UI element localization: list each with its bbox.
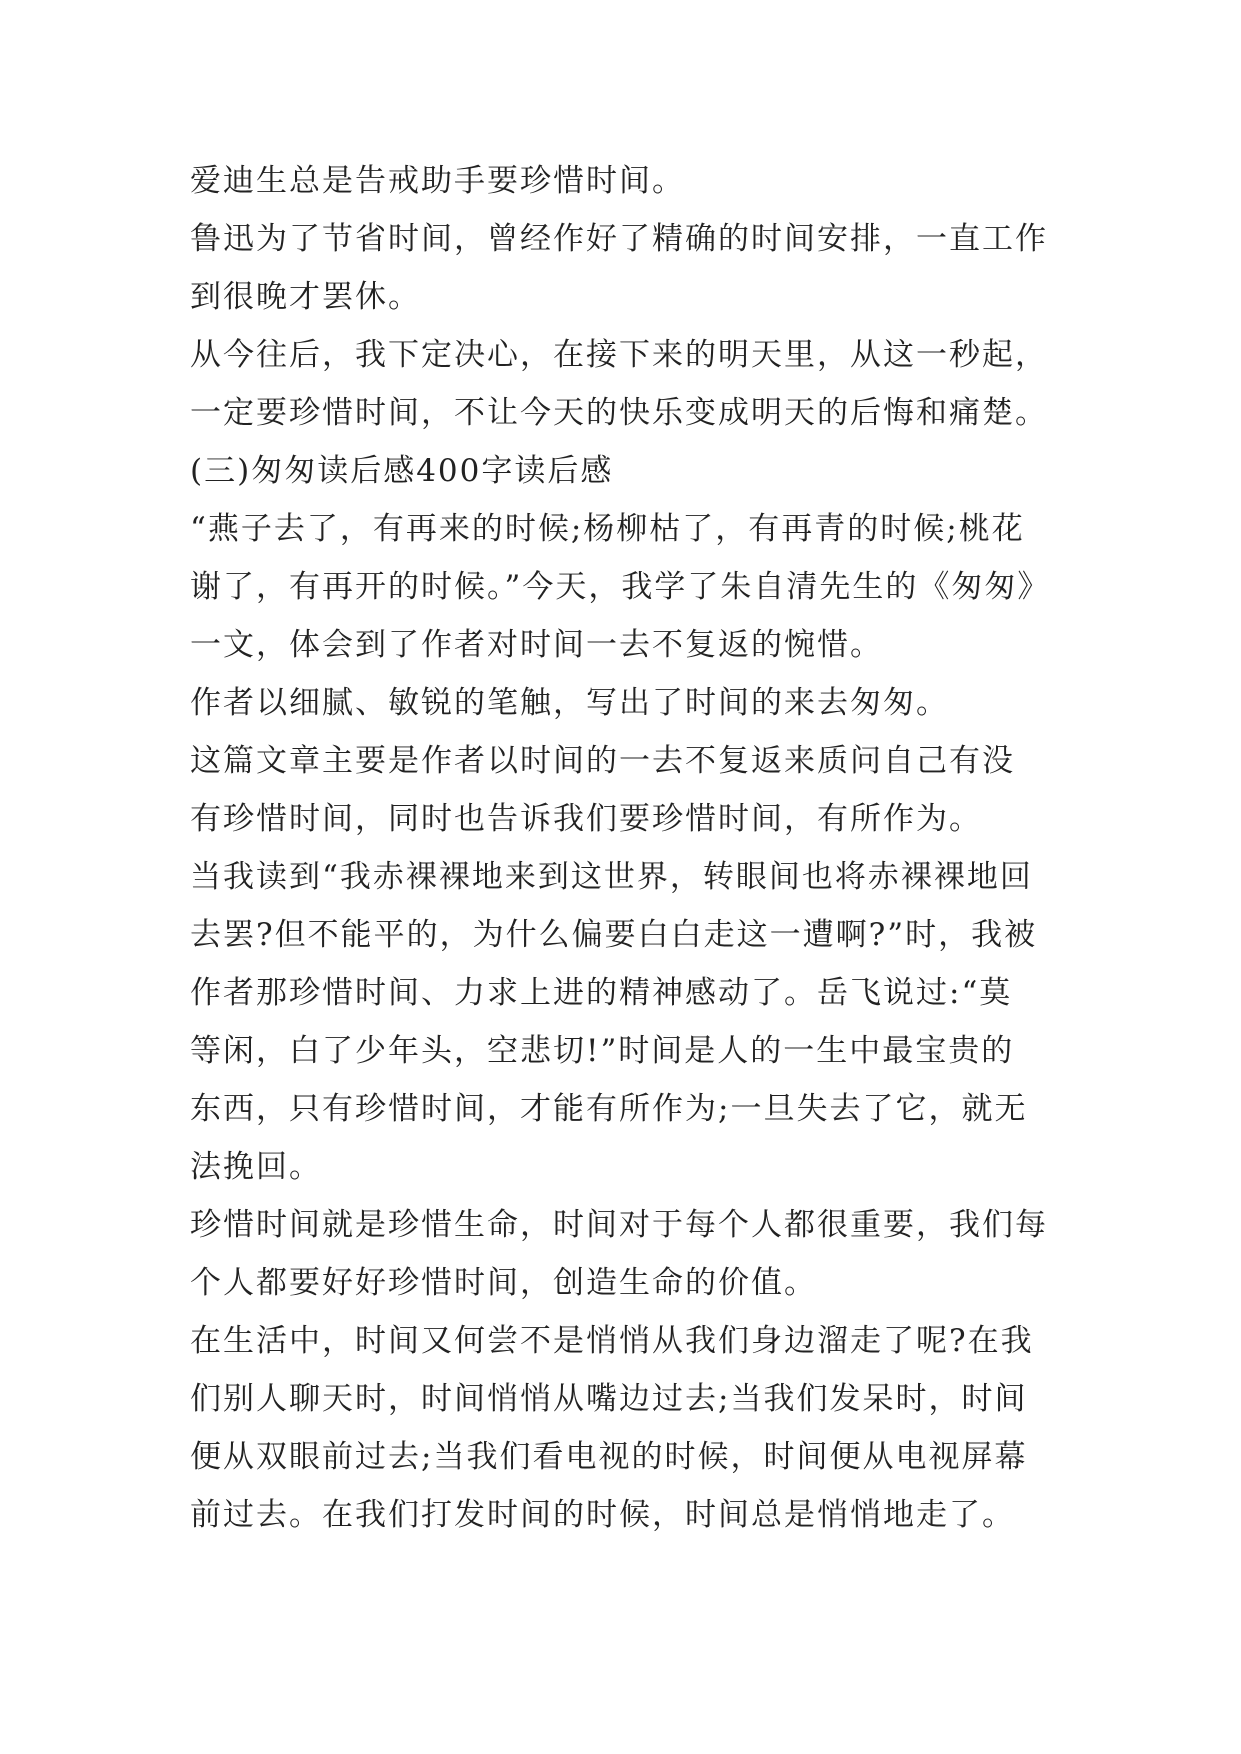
text-line: 前过去。在我们打发时间的时候，时间总是悄悄地走了。 — [190, 1497, 1015, 1533]
text-line: 等闲，白了少年头，空悲切!”时间是人的一生中最宝贵的 — [190, 1033, 1015, 1069]
document-body — [190, 152, 1060, 1544]
text-line: 一定要珍惜时间，不让今天的快乐变成明天的后悔和痛楚。 — [190, 395, 1048, 431]
text-line: 在生活中，时间又何尝不是悄悄从我们身边溜走了呢?在我 — [190, 1323, 1034, 1359]
text-line: 到很晚才罢休。 — [190, 279, 421, 315]
text-line: 东西，只有珍惜时间，才能有所作为;一旦失去了它，就无 — [190, 1091, 1028, 1127]
text-line: 个人都要好好珍惜时间，创造生命的价值。 — [190, 1265, 817, 1301]
text-line: 当我读到“我赤裸裸地来到这世界，转眼间也将赤裸裸地回 — [190, 859, 1033, 895]
text-line: 谢了，有再开的时候。”今天，我学了朱自清先生的《匆匆》 — [190, 569, 1051, 605]
text-line: 珍惜时间就是珍惜生命，时间对于每个人都很重要，我们每 — [190, 1207, 1048, 1243]
text-line: 一文，体会到了作者对时间一去不复返的惋惜。 — [190, 627, 883, 663]
text-line: 从今往后，我下定决心，在接下来的明天里，从这一秒起， — [190, 337, 1048, 373]
text-line: 作者那珍惜时间、力求上进的精神感动了。岳飞说过:“莫 — [190, 975, 1013, 1011]
section-heading: (三)匆匆读后感400字读后感 — [190, 453, 614, 489]
text-line: 去罢?但不能平的，为什么偏要白白走这一遭啊?”时，我被 — [190, 917, 1038, 953]
text-line: 们别人聊天时，时间悄悄从嘴边过去;当我们发呆时，时间 — [190, 1381, 1028, 1417]
text-line: 鲁迅为了节省时间，曾经作好了精确的时间安排，一直工作 — [190, 221, 1048, 257]
text-line: 作者以细腻、敏锐的笔触，写出了时间的来去匆匆。 — [190, 685, 949, 721]
text-line: 有珍惜时间，同时也告诉我们要珍惜时间，有所作为。 — [190, 801, 982, 837]
text-line: 法挽回。 — [190, 1149, 322, 1185]
text-line: 爱迪生总是告戒助手要珍惜时间。 — [190, 163, 685, 199]
text-line: “燕子去了，有再来的时候;杨柳枯了，有再青的时候;桃花 — [190, 511, 1025, 547]
text-line: 这篇文章主要是作者以时间的一去不复返来质问自己有没 — [190, 743, 1015, 779]
text-line: 便从双眼前过去;当我们看电视的时候，时间便从电视屏幕 — [190, 1439, 1028, 1475]
